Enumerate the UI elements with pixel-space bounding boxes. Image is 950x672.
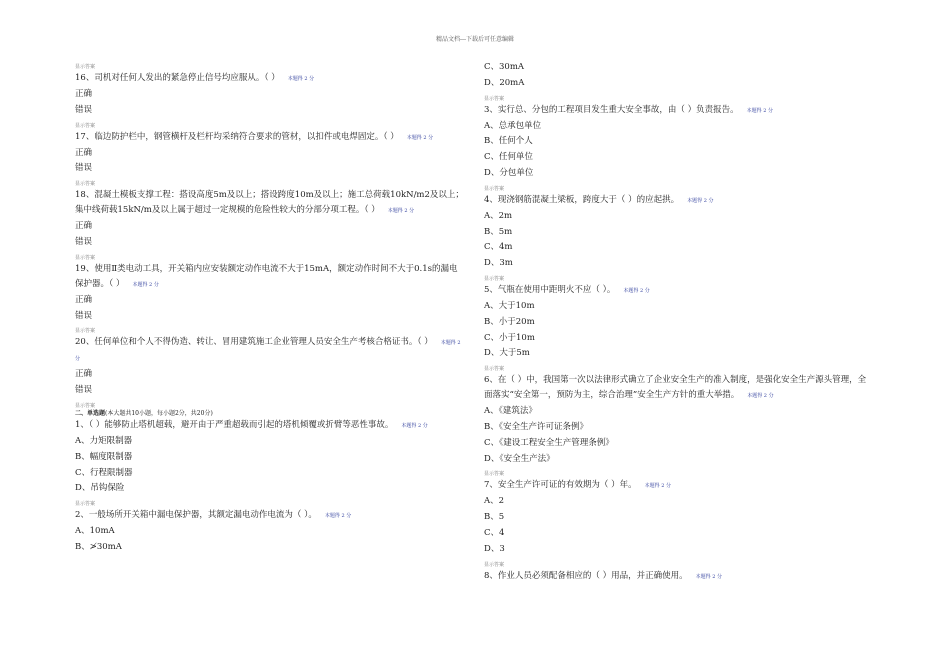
question-block — [484, 569, 874, 585]
question-block — [75, 71, 465, 87]
section-note: (本大题共10小题，每小题2分，共20分) — [105, 409, 213, 417]
answer-option[interactable]: D、3 — [484, 543, 505, 554]
question-text: 5、气瓶在使用中距明火不应（ ）。 — [484, 284, 616, 295]
question-block — [484, 283, 874, 299]
question-text: 16、司机对任何人发出的紧急停止信号均应服从。（ ） — [75, 73, 280, 83]
score-label: 本题得 2 分 — [747, 393, 774, 400]
answer-option[interactable]: 错误 — [75, 310, 93, 321]
right-column — [484, 60, 874, 585]
score-label: 本题得 2 分 — [623, 287, 650, 294]
score-label: 本题得 2 分 — [746, 107, 773, 114]
section-title — [75, 410, 465, 418]
show-answer-link[interactable]: 显示答案 — [75, 328, 96, 335]
answer-option[interactable]: C、30mA — [484, 62, 525, 72]
show-answer-link[interactable]: 显示答案 — [75, 181, 96, 188]
question-text: 18、混凝土模板支撑工程：搭设高度5m及以上；搭设跨度10m及以上；施工总荷载10kN/m2及以上；集中线荷载15kN/m及以上属于超过一定规模的危险性较大的分部分项工程。（ ） — [75, 190, 464, 216]
answer-option[interactable]: B、5 — [484, 512, 505, 523]
question-text: 19、使用Ⅱ类电动工具，开关箱内应安装额定动作电流不大于15mA，额定动作时间不大于0.1s的漏电保护器。（ ） — [75, 263, 458, 289]
score-label: 本题得 2 分 — [644, 483, 671, 490]
show-answer-link[interactable]: 显示答案 — [484, 471, 505, 478]
question-block — [484, 103, 874, 119]
answer-option[interactable]: D、20mA — [484, 77, 525, 88]
question-block — [75, 130, 465, 146]
answer-option[interactable]: 正确 — [75, 294, 93, 305]
question-text: 17、临边防护栏中，钢管横杆及栏杆均采纳符合要求的管材，以扣件或电焊固定。（ ） — [75, 131, 399, 142]
score-label: 本题得 2 分 — [387, 208, 415, 215]
answer-option[interactable]: B、5m — [484, 226, 513, 237]
answer-option[interactable]: D、《安全生产法》 — [484, 453, 555, 464]
answer-option[interactable]: B、《安全生产许可证条例》 — [484, 421, 588, 432]
show-answer-link[interactable]: 显示答案 — [484, 185, 505, 192]
question-text: 7、安全生产许可证的有效期为（ ）年。 — [484, 480, 637, 491]
answer-option[interactable]: 错误 — [75, 236, 93, 247]
show-answer-link[interactable]: 显示答案 — [484, 95, 505, 102]
show-answer-link[interactable]: 显示答案 — [75, 64, 96, 70]
score-label: 本题得 2 分 — [132, 281, 159, 288]
show-answer-link[interactable]: 显示答案 — [484, 366, 505, 373]
question-text: 2、一般场所开关箱中漏电保护器，其额定漏电动作电流为（ ）。 — [75, 510, 317, 521]
question-block — [484, 373, 874, 404]
answer-option[interactable]: 错误 — [75, 385, 93, 396]
answer-option[interactable]: D、吊钩保险 — [75, 483, 125, 494]
answer-option[interactable]: C、4 — [484, 527, 505, 538]
answer-option[interactable]: B、≯30mA — [75, 541, 122, 552]
answer-option[interactable]: D、3m — [484, 258, 513, 269]
question-block — [484, 478, 874, 494]
question-block — [75, 508, 465, 524]
answer-option[interactable]: A、2m — [484, 210, 513, 221]
answer-option[interactable]: B、小于20m — [484, 316, 535, 327]
question-text: 3、实行总、分包的工程项目发生重大安全事故，由（ ）负责报告。 — [484, 104, 739, 115]
answer-option[interactable]: A、10mA — [75, 526, 115, 537]
answer-option[interactable]: A、力矩限制器 — [75, 435, 133, 446]
answer-option[interactable]: D、分包单位 — [484, 167, 534, 178]
answer-option[interactable]: C、4m — [484, 242, 513, 253]
score-label: 本题得 2 分 — [401, 422, 428, 429]
show-answer-link[interactable]: 显示答案 — [484, 561, 505, 568]
question-text: 1、（ ）能够防止塔机超载，避开由于严重超载而引起的塔机倾覆或折臂等恶性事故。 — [75, 419, 394, 430]
answer-option[interactable]: 错误 — [75, 163, 93, 174]
show-answer-link[interactable]: 显示答案 — [75, 254, 96, 261]
question-text: 6、在（ ）中，我国第一次以法律形式确立了企业安全生产的准入制度，是强化安全生产源头管理，全面落实“安全第一，预防为主，综合治理”安全生产方针的重大举措。 — [484, 375, 867, 401]
section-title-text: 二、单选题 — [75, 409, 106, 417]
score-label: 本题得 2 分 — [687, 197, 714, 204]
answer-option[interactable]: C、行程限制器 — [75, 467, 133, 478]
answer-option[interactable]: C、小于10m — [484, 332, 535, 343]
question-block — [75, 335, 465, 367]
answer-option[interactable]: 正确 — [75, 221, 93, 232]
answer-option[interactable]: D、大于5m — [484, 348, 530, 359]
answer-option[interactable]: A、2 — [484, 496, 505, 507]
answer-option[interactable]: A、总承包单位 — [484, 120, 542, 131]
answer-option[interactable]: A、大于10m — [484, 300, 535, 311]
left-column — [75, 60, 465, 556]
answer-option[interactable]: A、《建筑法》 — [484, 406, 537, 417]
answer-option[interactable]: C、任何单位 — [484, 152, 534, 163]
answer-option[interactable]: 错误 — [75, 104, 93, 115]
question-text: 4、现浇钢筋混凝土梁板，跨度大于（ ）的应起拱。 — [484, 194, 680, 205]
show-answer-link[interactable]: 显示答案 — [75, 402, 96, 409]
score-label: 本题得 2 分 — [287, 76, 315, 82]
score-label: 本题得 2 分 — [324, 513, 352, 520]
question-text: 20、任何单位和个人不得伪造、转让、冒用建筑施工企业管理人员安全生产考核合格证书。（ ） — [75, 337, 433, 348]
show-answer-link[interactable]: 显示答案 — [75, 122, 96, 129]
page-header: 精品文档---下载后可任意编辑 — [435, 36, 515, 43]
show-answer-link[interactable]: 显示答案 — [75, 501, 96, 508]
answer-option[interactable]: B、幅度限制器 — [75, 451, 133, 462]
question-block — [75, 262, 465, 293]
answer-option[interactable]: C、《建设工程安全生产管理条例》 — [484, 437, 614, 448]
question-block — [75, 418, 465, 434]
question-text: 8、作业人员必须配备相应的（ ）用品，并正确使用。 — [484, 570, 688, 581]
answer-option[interactable]: 正确 — [75, 147, 93, 158]
score-label: 本题得 2 分 — [695, 573, 722, 580]
question-block — [484, 193, 874, 209]
answer-option[interactable]: B、任何个人 — [484, 136, 533, 147]
answer-option[interactable]: 正确 — [75, 369, 93, 380]
score-label: 本题得 2 分 — [75, 340, 461, 363]
show-answer-link[interactable]: 显示答案 — [484, 275, 505, 282]
answer-option[interactable]: 正确 — [75, 89, 93, 99]
question-block — [75, 188, 465, 219]
score-label: 本题得 2 分 — [406, 134, 434, 141]
